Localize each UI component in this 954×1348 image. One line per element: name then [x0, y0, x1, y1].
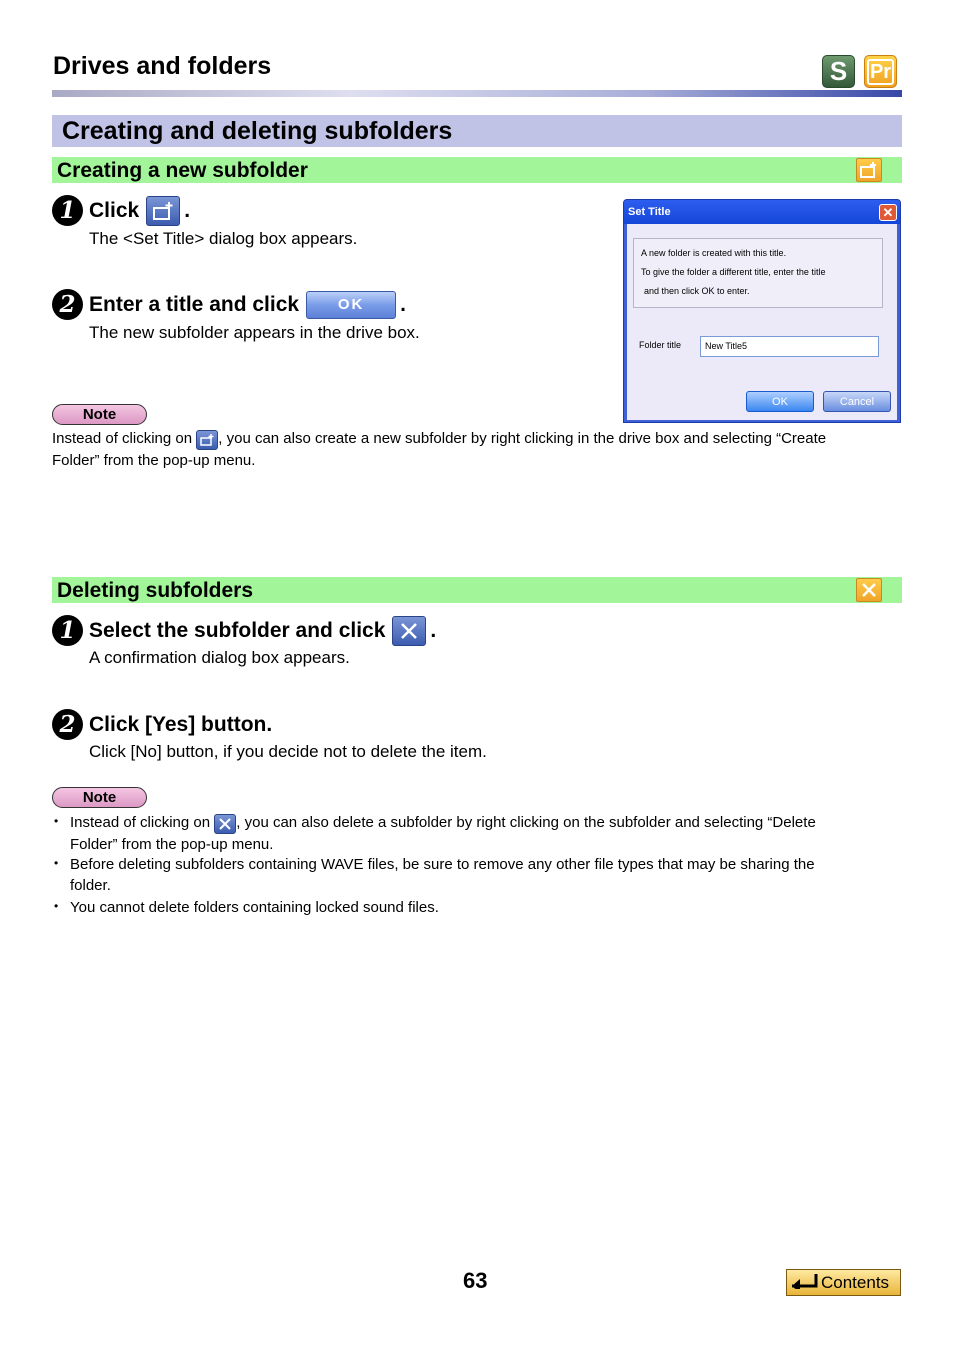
- bullet-marker: •: [54, 856, 59, 870]
- set-title-dialog: [623, 199, 901, 423]
- delete-icon: [856, 578, 882, 602]
- folder-title-input[interactable]: New Title5: [700, 336, 879, 357]
- dialog-message-line: and then click OK to enter.: [644, 286, 750, 296]
- delete-subsection-title: Deleting subfolders: [57, 579, 254, 602]
- create-subsection-title: Creating a new subfolder: [57, 159, 308, 182]
- delete-step-1-heading: Select the subfolder and click .: [89, 615, 436, 646]
- folder-title-label: Folder title: [639, 340, 682, 350]
- dialog-body: [627, 224, 897, 420]
- dialog-message-line: A new folder is created with this title.: [641, 248, 787, 258]
- delete-note-bullet-2: Before deleting subfolders containing WAVE files, be sure to remove any other file types that may be sharing the folder.: [70, 856, 815, 894]
- new-folder-icon: [196, 430, 218, 450]
- section-title: Creating and deleting subfolders: [62, 117, 453, 145]
- step-1-number: 1: [52, 195, 83, 226]
- pr-badge-icon: Pr: [864, 55, 897, 88]
- step-1-number: 1: [52, 615, 83, 646]
- new-folder-icon: [146, 196, 180, 226]
- create-step-1-desc: The <Set Title> dialog box appears.: [89, 229, 358, 248]
- create-step-1-heading: Click .: [89, 195, 190, 226]
- header-divider: [52, 90, 902, 97]
- delete-icon: [214, 814, 236, 834]
- create-step-2-desc: The new subfolder appears in the drive box.: [89, 323, 420, 342]
- dialog-message-line: To give the folder a different title, enter the title: [641, 267, 826, 277]
- page-number: 63: [463, 1268, 488, 1293]
- dialog-title: Set Title: [628, 206, 671, 218]
- bullet-marker: •: [54, 814, 59, 828]
- delete-icon: [392, 616, 426, 646]
- create-note-text: Instead of clicking on , you can also create a new subfolder by right clicking in the drive box and selecting “Create Folder” from the pop-up menu.: [52, 430, 827, 469]
- dialog-cancel-button[interactable]: Cancel: [823, 391, 891, 412]
- note-label: Note: [52, 787, 147, 808]
- delete-step-2-heading: Click [Yes] button.: [89, 712, 273, 736]
- close-icon[interactable]: ✕: [879, 204, 897, 221]
- delete-note-bullet-3: You cannot delete folders containing locked sound files.: [70, 899, 439, 916]
- new-folder-icon: [856, 158, 882, 182]
- delete-step-2-desc: Click [No] button, if you decide not to delete the item.: [89, 742, 487, 761]
- delete-note-bullet-1: Instead of clicking on , you can also delete a subfolder by right clicking on the subfolder and selecting “Delete Folder” from the pop-up menu.: [70, 814, 816, 853]
- dialog-message-group: [633, 238, 883, 308]
- create-step-2-heading: Enter a title and click OK .: [89, 289, 406, 320]
- bullet-marker: •: [54, 899, 59, 913]
- step-2-number: 2: [52, 289, 83, 320]
- ok-button-image: OK: [306, 291, 396, 319]
- dialog-ok-button[interactable]: OK: [746, 391, 814, 412]
- step-2-number: 2: [52, 709, 83, 740]
- page-heading: Drives and folders: [53, 52, 272, 80]
- note-label: Note: [52, 404, 147, 425]
- contents-label: Contents: [821, 1272, 890, 1292]
- return-arrow-icon: [790, 1271, 818, 1294]
- contents-button[interactable]: [786, 1269, 901, 1296]
- s-badge-icon: S: [822, 55, 855, 88]
- delete-step-1-desc: A confirmation dialog box appears.: [89, 648, 350, 667]
